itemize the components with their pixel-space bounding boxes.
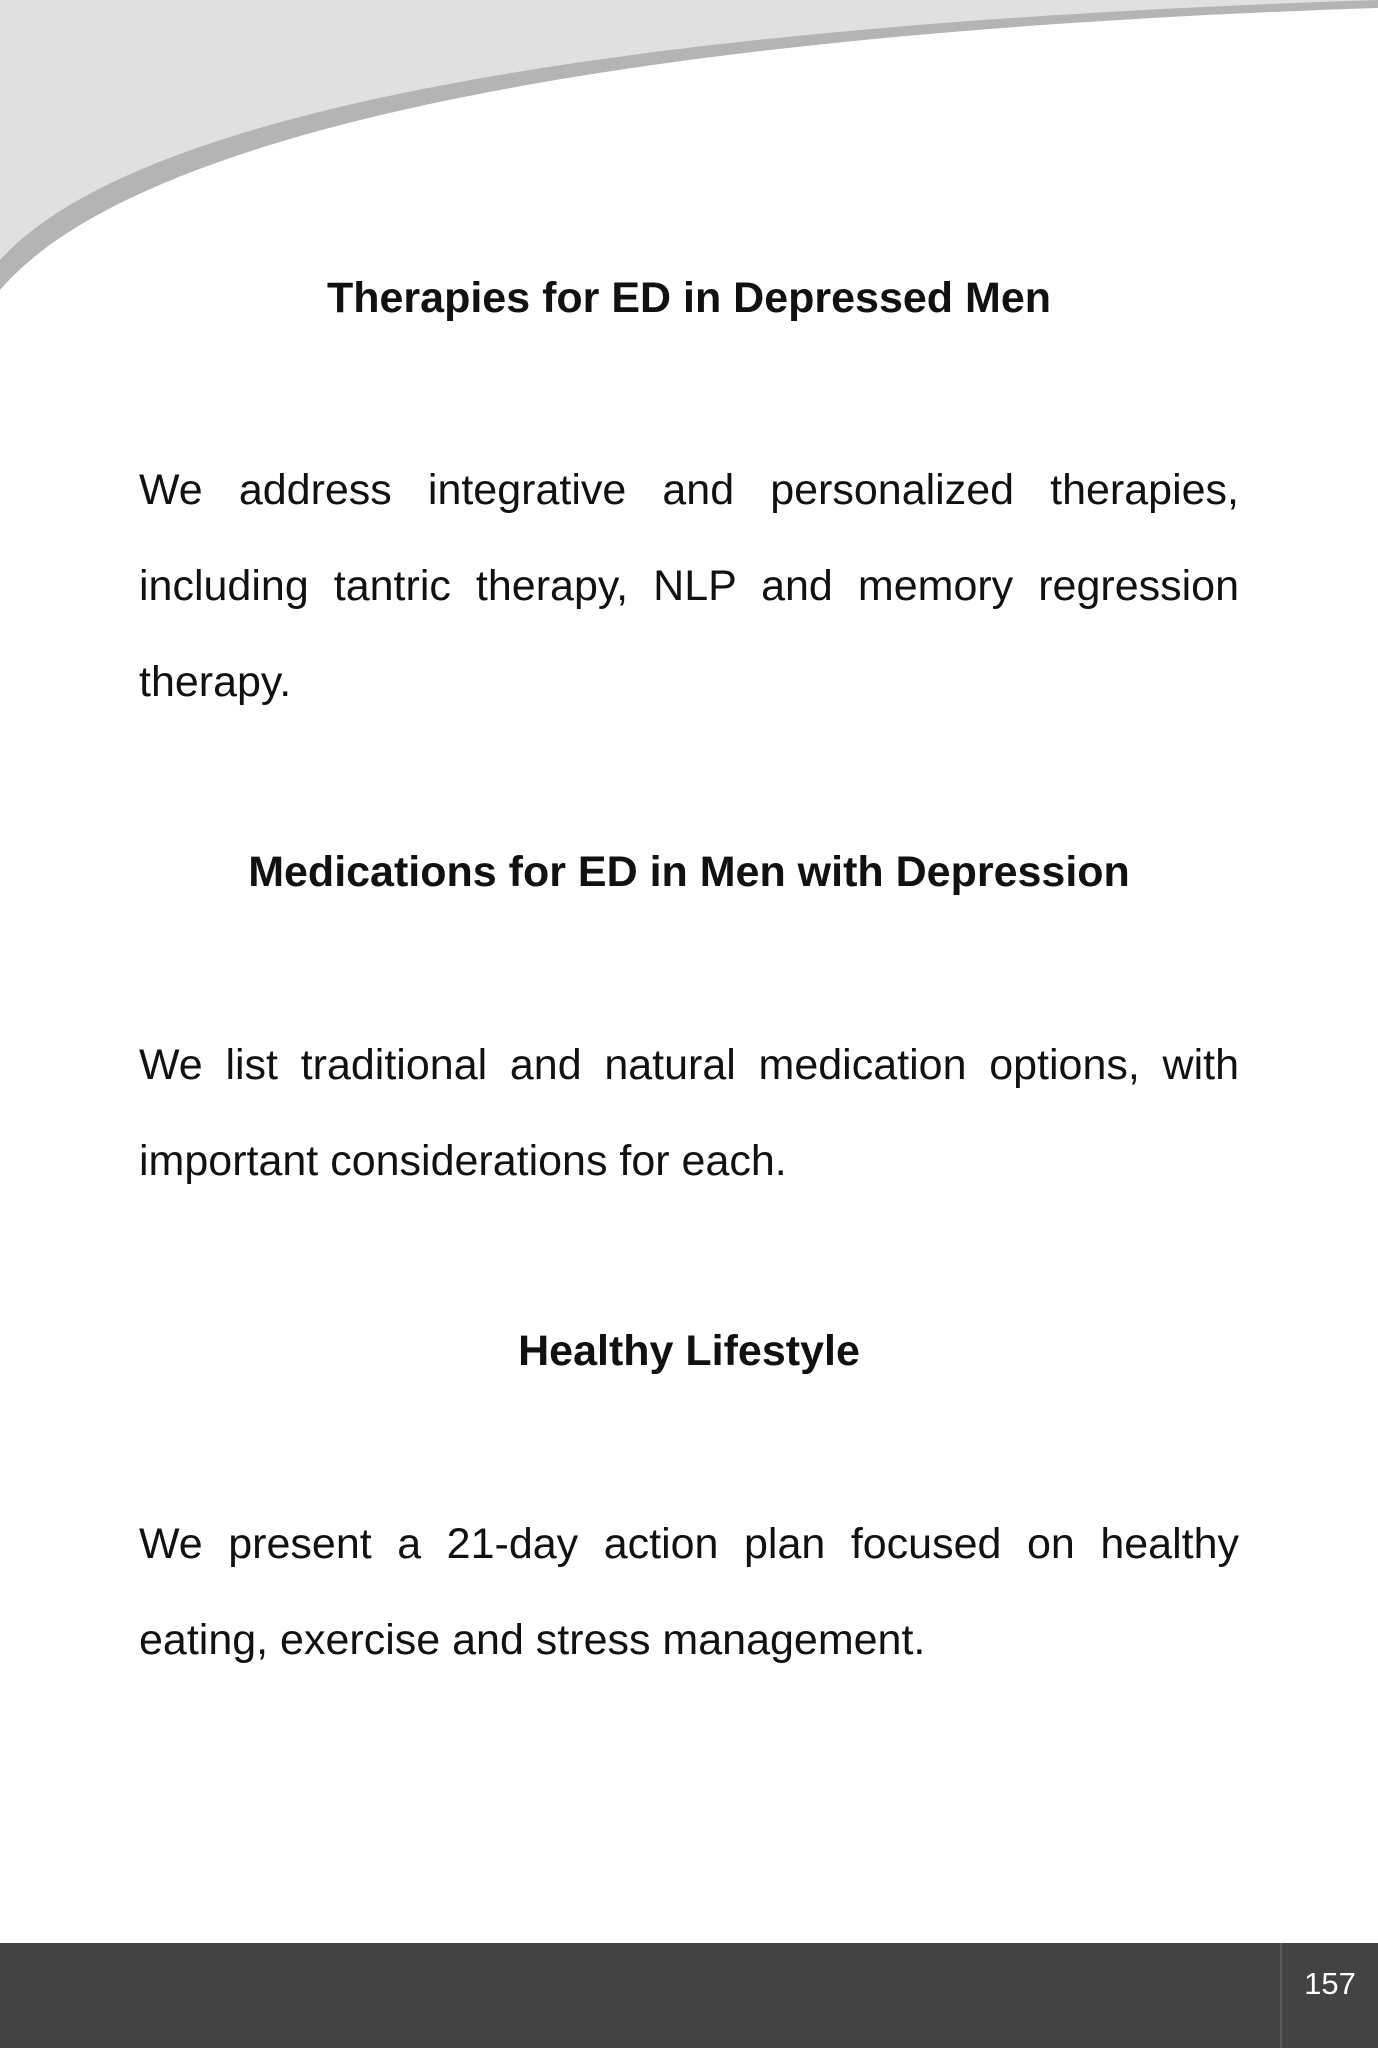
- section-body-medications: We list traditional and natural medication options, with important considerations for each.: [139, 1041, 1239, 1185]
- page-corner-swoosh: [0, 0, 1378, 300]
- section-heading-medications: Medications for ED in Men with Depression: [248, 848, 1130, 896]
- page-number: 157: [1280, 1943, 1378, 2048]
- section-heading-lifestyle: Healthy Lifestyle: [518, 1327, 860, 1375]
- section-body-therapies: We address integrative and personalized therapies, including tantric therapy, NLP and memory regression therapy.: [139, 466, 1239, 706]
- section-heading-therapies: Therapies for ED in Depressed Men: [326, 274, 1052, 322]
- footer-bar: [0, 1943, 1378, 2048]
- section-body-lifestyle: We present a 21-day action plan focused on healthy eating, exercise and stress management.: [139, 1520, 1239, 1664]
